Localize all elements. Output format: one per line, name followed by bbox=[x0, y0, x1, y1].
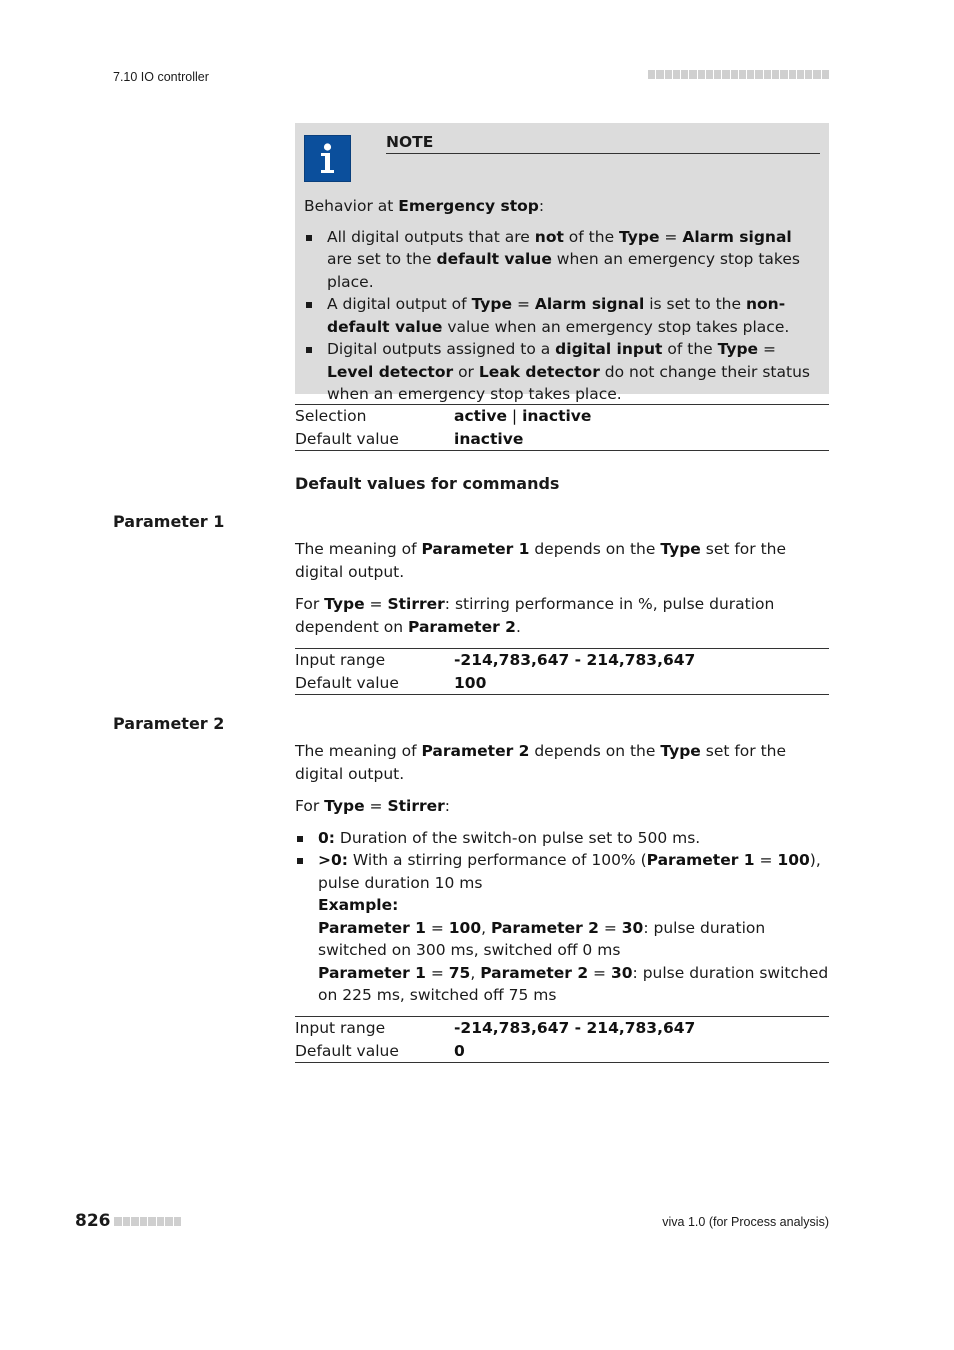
info-icon bbox=[304, 135, 351, 182]
list-item: 0: Duration of the switch-on pulse set to 500 ms. bbox=[295, 827, 829, 850]
selection-label: Selection bbox=[295, 407, 367, 425]
table-row: Default value 100 bbox=[295, 673, 487, 692]
default-label: Default value bbox=[295, 429, 399, 448]
note-title: NOTE bbox=[386, 133, 820, 154]
note-bullet-list bbox=[304, 226, 819, 406]
default-value: inactive bbox=[454, 429, 524, 448]
list-item: >0: With a stirring performance of 100% (Parameter 1 = 100), pulse duration 10 ms Example: Parameter 1 = 100, Parameter 2 = 30: pulse duration switched on 300 ms, switched off 0 ms Parameter 1 = 75, Parameter 2 = 30: pulse duration switched on 225 ms, switched off 75 ms bbox=[295, 849, 829, 1007]
parameter-2-heading: Parameter 2 bbox=[113, 714, 225, 733]
list-item: All digital outputs that are not of the Type = Alarm signal are set to the default value when an emergency stop takes place. bbox=[304, 226, 819, 294]
parameter-1-description: The meaning of Parameter 1 depends on the Type set for the digital output. For Type = Stirrer: stirring performance in %, pulse duration dependent on Parameter 2. bbox=[295, 540, 787, 636]
example-1: Parameter 1 = 100, Parameter 2 = 30: pulse duration switched on 300 ms, switched off 0 ms bbox=[318, 918, 766, 959]
section-subheading: Default values for commands bbox=[295, 474, 560, 493]
table-row: Input range -214,783,647 - 214,783,647 bbox=[295, 651, 696, 669]
running-header-section: 7.10 IO controller bbox=[113, 70, 209, 84]
example-2: Parameter 1 = 75, Parameter 2 = 30: pulse duration switched on 225 ms, switched off 75 ms bbox=[318, 963, 829, 1004]
note-intro: Behavior at Emergency stop: bbox=[304, 197, 545, 215]
header-decoration bbox=[648, 70, 829, 79]
footer-decoration bbox=[114, 1217, 181, 1226]
parameter-2-table bbox=[295, 1016, 829, 1063]
page-number: 826 bbox=[75, 1211, 111, 1231]
note-body bbox=[304, 195, 819, 406]
table-row: Default value 0 bbox=[295, 1041, 465, 1060]
stirrer-bullet-list bbox=[295, 827, 829, 1007]
parameter-1-heading: Parameter 1 bbox=[113, 512, 225, 531]
parameter-1-table bbox=[295, 648, 829, 695]
selection-value: active | inactive bbox=[454, 407, 592, 425]
emergency-stop-settings-table bbox=[295, 404, 829, 451]
table-row bbox=[295, 405, 829, 428]
list-item: A digital output of Type = Alarm signal is set to the non-default value value when an emergency stop takes place. bbox=[304, 293, 819, 338]
note-box bbox=[295, 123, 829, 403]
list-item: Digital outputs assigned to a digital input of the Type = Level detector or Leak detector do not change their status when an emergency stop takes place. bbox=[304, 338, 819, 406]
footer-product: viva 1.0 (for Process analysis) bbox=[662, 1215, 829, 1229]
example-label: Example: bbox=[318, 896, 399, 914]
parameter-2-description: The meaning of Parameter 2 depends on the Type set for the digital output. For Type = Stirrer: 0: Duration of the switch-on pulse set to 500 ms. >0: With a stirring performance of 100% (Parameter 1 = 100), pulse duration 10 ms Example: Parameter 1 = 100, Parameter 2 = 30: pulse duration switched on 300 ms, switched off 0 ms Parameter 1 = 75, Parameter 2 = 30: pulse duration switched on 225 ms, switched off 75 ms bbox=[295, 740, 829, 1007]
table-row: Input range -214,783,647 - 214,783,647 bbox=[295, 1019, 696, 1037]
table-row bbox=[295, 428, 829, 451]
